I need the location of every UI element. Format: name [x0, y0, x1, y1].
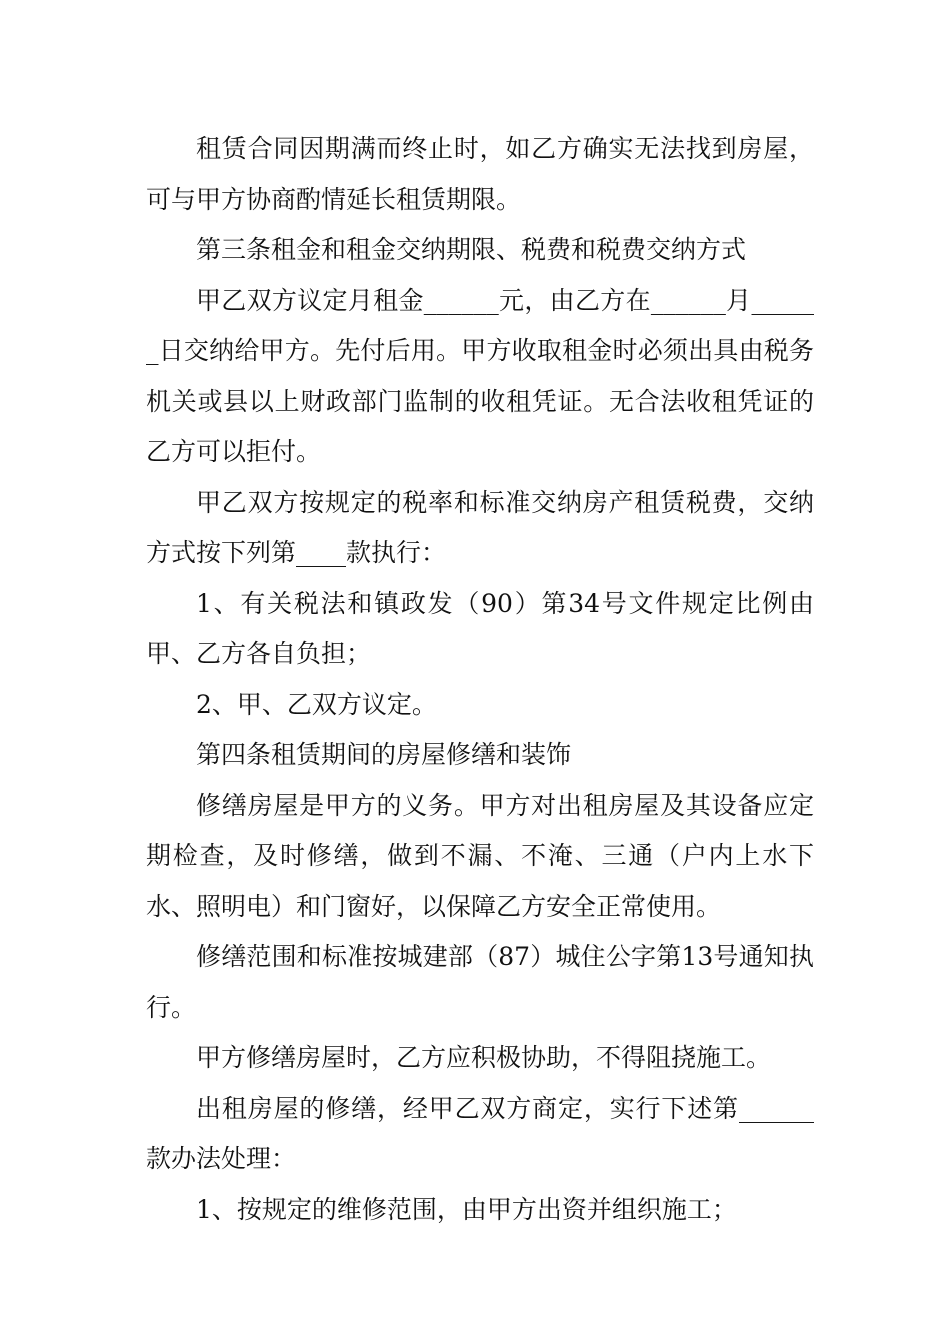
paragraph-repair-scope: 修缮范围和标准按城建部（87）城住公字第13号通知执行。	[146, 942, 814, 1022]
list-item-repair-option-1: 1、按规定的维修范围，由甲方出资并组织施工；	[196, 1194, 737, 1224]
paragraph-lease-extension: 租赁合同因期满而终止时，如乙方确实无法找到房屋，可与甲方协商酌情延长租赁期限。	[146, 134, 814, 214]
document-page	[146, 124, 814, 1235]
section-heading-article-4: 第四条租赁期间的房屋修缮和装饰	[196, 740, 572, 769]
paragraph-repair-method: 出租房屋的修缮，经甲乙双方商定，实行下述第______款办法处理：	[146, 1093, 814, 1173]
section-heading-article-3: 第三条租金和租金交纳期限、税费和税费交纳方式	[196, 235, 747, 264]
paragraph-repair-duty: 修缮房屋是甲方的义务。甲方对出租房屋及其设备应定期检查，及时修缮，做到不漏、不淹、三通（户内上水下水、照明电）和门窗好，以保障乙方安全正常使用。	[146, 790, 814, 921]
paragraph-tax-payment: 甲乙双方按规定的税率和标准交纳房产租赁税费，交纳方式按下列第____款执行：	[146, 487, 814, 567]
list-item-tax-option-1: 1、有关税法和镇政发（90）第34号文件规定比例由甲、乙方各自负担；	[146, 588, 814, 668]
list-item-tax-option-2: 2、甲、乙双方议定。	[196, 689, 437, 719]
paragraph-repair-cooperation: 甲方修缮房屋时，乙方应积极协助，不得阻挠施工。	[196, 1043, 772, 1072]
paragraph-rent-payment: 甲乙双方议定月租金______元，由乙方在______月______日交纳给甲方。先付后用。甲方收取租金时必须出具由税务机关或县以上财政部门监制的收租凭证。无合法收租凭证的乙方可以拒付。	[146, 285, 814, 466]
